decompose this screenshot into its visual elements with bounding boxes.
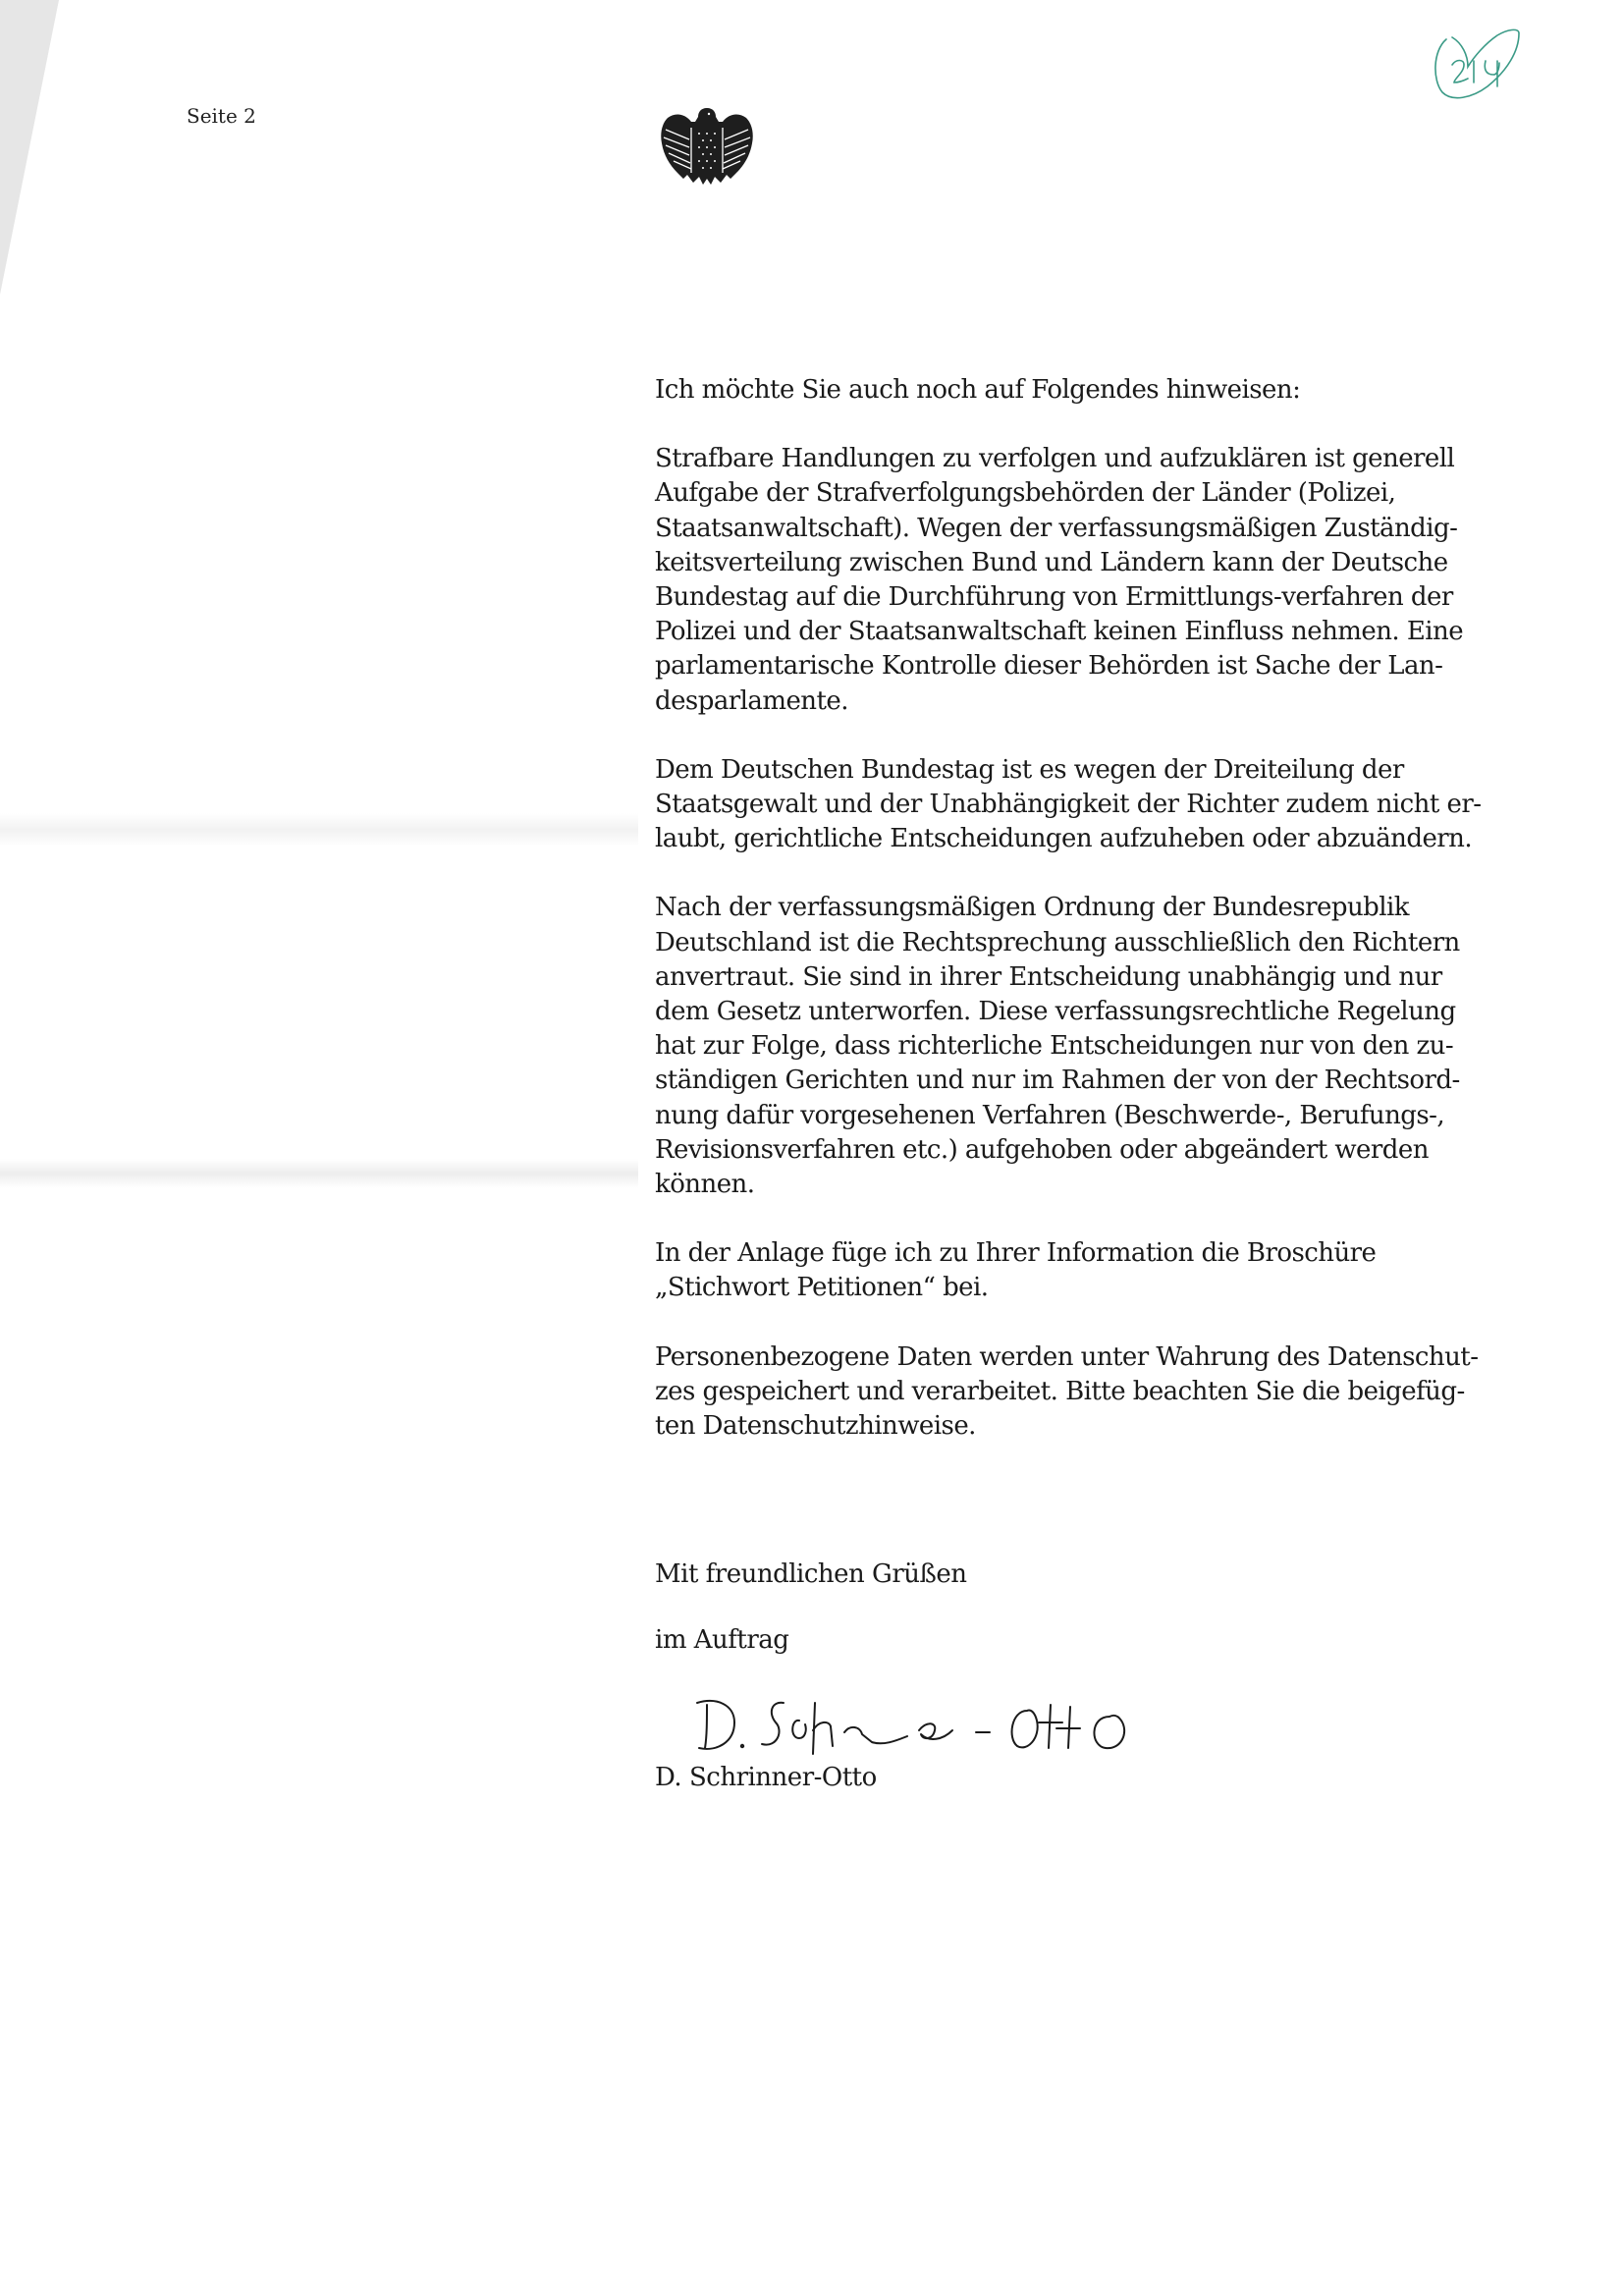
letter-paragraph [655,891,1539,1202]
text-line: Bundestag auf die Durchführung von Ermittlungs-verfahren der [655,582,1453,613]
text-line: Ich möchte Sie auch noch auf Folgendes hinweisen: [655,375,1301,405]
text-line: können. [655,1170,755,1200]
text-line: Strafbare Handlungen zu verfolgen und aufzuklären ist generell [655,444,1455,474]
text-line: Staatsgewalt und der Unabhängigkeit der Richter zudem nicht er- [655,790,1482,820]
letter-paragraph [655,373,1539,408]
text-line: desparlamente. [655,685,848,716]
handwritten-page-mark [1429,22,1527,105]
text-line: Aufgabe der Strafverfolgungsbehörden der Länder (Polizei, [655,478,1396,509]
text-line: ständigen Gerichten und nur im Rahmen der von der Rechtsord- [655,1066,1460,1096]
letter-body [655,373,1539,1478]
paper-crease [0,813,638,847]
handwritten-signature [677,1691,1208,1760]
text-line: anvertraut. Sie sind in ihrer Entscheidung unabhängig und nur [655,961,1442,992]
text-line: „Stichwort Petitionen“ bei. [655,1273,989,1303]
text-line: laubt, gerichtliche Entscheidungen aufzuheben oder abzuändern. [655,824,1473,854]
text-line: ten Datenschutzhinweise. [655,1411,976,1442]
letter-paragraph [655,1340,1539,1445]
letter-paragraph [655,1236,1539,1305]
page-label: Seite 2 [187,104,256,128]
on-behalf-note: im Auftrag [655,1625,789,1655]
text-line: hat zur Folge, dass richterliche Entscheidungen nur von den zu- [655,1031,1454,1062]
text-line: Polizei und der Staatsanwaltschaft keinen Einfluss nehmen. Eine [655,617,1464,647]
letter-paragraph [655,753,1539,857]
text-line: Nach der verfassungsmäßigen Ordnung der Bundesrepublik [655,893,1409,923]
letter-paragraph [655,442,1539,719]
text-line: zes gespeichert und verarbeitet. Bitte beachten Sie die beigefüg- [655,1376,1465,1406]
text-line: dem Gesetz unterworfen. Diese verfassungsrechtliche Regelung [655,997,1456,1027]
text-line: Revisionsverfahren etc.) aufgehoben oder abgeändert werden [655,1134,1429,1165]
text-line: nung dafür vorgesehenen Verfahren (Beschwerde-, Berufungs-, [655,1100,1445,1130]
text-line: Staatsanwaltschaft). Wegen der verfassungsmäßigen Zuständig- [655,513,1458,543]
text-line: keitsverteilung zwischen Bund und Ländern kann der Deutsche [655,547,1448,577]
paper-crease [0,1159,638,1188]
text-line: In der Anlage füge ich zu Ihrer Information die Broschüre [655,1238,1377,1269]
paper-fold-shadow [0,0,59,295]
bundestag-eagle-icon [656,104,758,189]
text-line: Dem Deutschen Bundestag ist es wegen der Dreiteilung der [655,754,1404,785]
text-line: parlamentarische Kontrolle dieser Behörden ist Sache der Lan- [655,651,1443,682]
signatory-name: D. Schrinner-Otto [655,1763,877,1792]
text-line: Personenbezogene Daten werden unter Wahrung des Datenschut- [655,1341,1479,1372]
closing-salutation: Mit freundlichen Grüßen [655,1559,967,1589]
text-line: Deutschland ist die Rechtsprechung ausschließlich den Richtern [655,927,1460,957]
